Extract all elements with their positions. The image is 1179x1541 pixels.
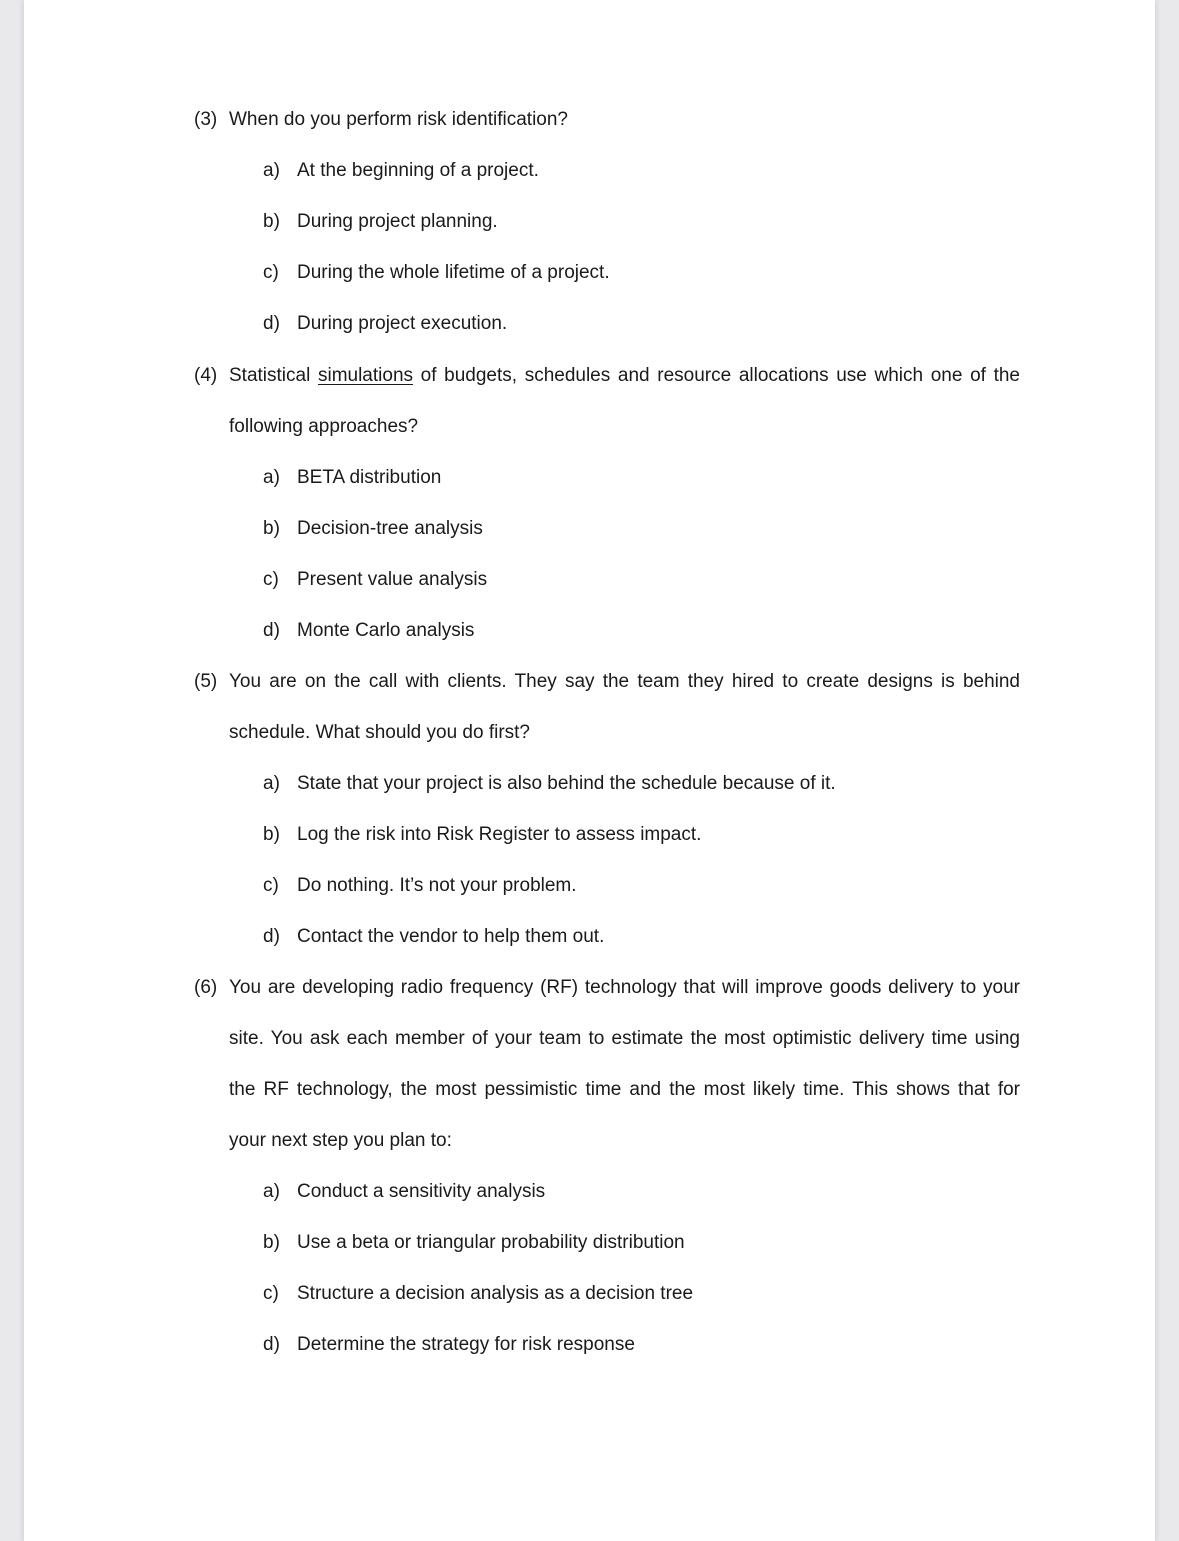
option-text: State that your project is also behind the schedule because of it. xyxy=(297,773,836,794)
question-text-segment: of budgets, schedules and resource allocations use which one of the xyxy=(413,365,1020,386)
option-b xyxy=(194,1217,1020,1268)
option-d xyxy=(194,911,1020,962)
option-d xyxy=(194,605,1020,656)
option-text: BETA distribution xyxy=(297,467,442,488)
option-letter: d) xyxy=(263,620,280,641)
question-text-segment: Statistical xyxy=(229,365,318,386)
option-a xyxy=(194,1166,1020,1217)
option-letter: c) xyxy=(263,569,279,590)
option-a xyxy=(194,452,1020,503)
option-letter: b) xyxy=(263,824,280,845)
option-list xyxy=(194,145,1020,349)
option-d xyxy=(194,298,1020,349)
question-text xyxy=(229,350,1020,452)
question-line: schedule. What should you do first? xyxy=(229,722,531,743)
question-number: (4) xyxy=(194,365,218,386)
question-line: You are developing radio frequency (RF) technology that will improve goods delivery to your xyxy=(229,977,1020,998)
option-c xyxy=(194,860,1020,911)
option-d xyxy=(194,1319,1020,1370)
document-page xyxy=(24,0,1155,1541)
question-5 xyxy=(194,656,1020,962)
option-text: Conduct a sensitivity analysis xyxy=(297,1181,546,1202)
option-letter: b) xyxy=(263,211,280,232)
option-text: Use a beta or triangular probability distribution xyxy=(297,1232,685,1253)
option-letter: d) xyxy=(263,313,280,334)
question-6 xyxy=(194,962,1020,1370)
question-line: following approaches? xyxy=(229,416,419,437)
underlined-term: simulations xyxy=(317,365,414,386)
option-text: Contact the vendor to help them out. xyxy=(297,926,605,947)
option-letter: b) xyxy=(263,518,280,539)
option-letter: c) xyxy=(263,262,279,283)
option-list xyxy=(194,452,1020,656)
option-text: Do nothing. It’s not your problem. xyxy=(297,875,577,896)
option-text: Decision-tree analysis xyxy=(297,518,483,539)
option-text: During the whole lifetime of a project. xyxy=(297,262,610,283)
option-b xyxy=(194,503,1020,554)
question-text xyxy=(229,962,1020,1166)
option-letter: d) xyxy=(263,926,280,947)
question-line: the RF technology, the most pessimistic time and the most likely time. This shows that for xyxy=(229,1079,1020,1100)
option-text: During project execution. xyxy=(297,313,508,334)
question-number: (6) xyxy=(194,977,218,998)
option-text: At the beginning of a project. xyxy=(297,160,539,181)
question-3 xyxy=(194,94,1020,349)
option-letter: a) xyxy=(263,467,280,488)
option-b xyxy=(194,196,1020,247)
option-a xyxy=(194,145,1020,196)
question-number: (5) xyxy=(194,671,218,692)
option-text: Monte Carlo analysis xyxy=(297,620,475,641)
question-line: site. You ask each member of your team to estimate the most optimistic delivery time using xyxy=(229,1028,1020,1049)
question-line: your next step you plan to: xyxy=(229,1130,452,1151)
option-text: Determine the strategy for risk response xyxy=(297,1334,635,1355)
option-letter: d) xyxy=(263,1334,280,1355)
option-letter: a) xyxy=(263,773,280,794)
option-letter: c) xyxy=(263,875,279,896)
option-c xyxy=(194,554,1020,605)
option-list xyxy=(194,758,1020,962)
option-letter: a) xyxy=(263,160,280,181)
option-a xyxy=(194,758,1020,809)
option-list xyxy=(194,1166,1020,1370)
option-b xyxy=(194,809,1020,860)
option-c xyxy=(194,247,1020,298)
question-line: You are on the call with clients. They say the team they hired to create designs is behind xyxy=(229,671,1020,692)
option-text: Structure a decision analysis as a decision tree xyxy=(297,1283,694,1304)
option-letter: a) xyxy=(263,1181,280,1202)
option-letter: b) xyxy=(263,1232,280,1253)
option-text: During project planning. xyxy=(297,211,498,232)
option-c xyxy=(194,1268,1020,1319)
question-text xyxy=(229,656,1020,758)
question-text xyxy=(229,94,1020,145)
option-letter: c) xyxy=(263,1283,279,1304)
question-4 xyxy=(194,350,1020,656)
question-line: When do you perform risk identification? xyxy=(229,109,568,130)
option-text: Log the risk into Risk Register to assess impact. xyxy=(297,824,702,845)
option-text: Present value analysis xyxy=(297,569,488,590)
question-line xyxy=(229,350,1020,401)
question-number: (3) xyxy=(194,109,218,130)
